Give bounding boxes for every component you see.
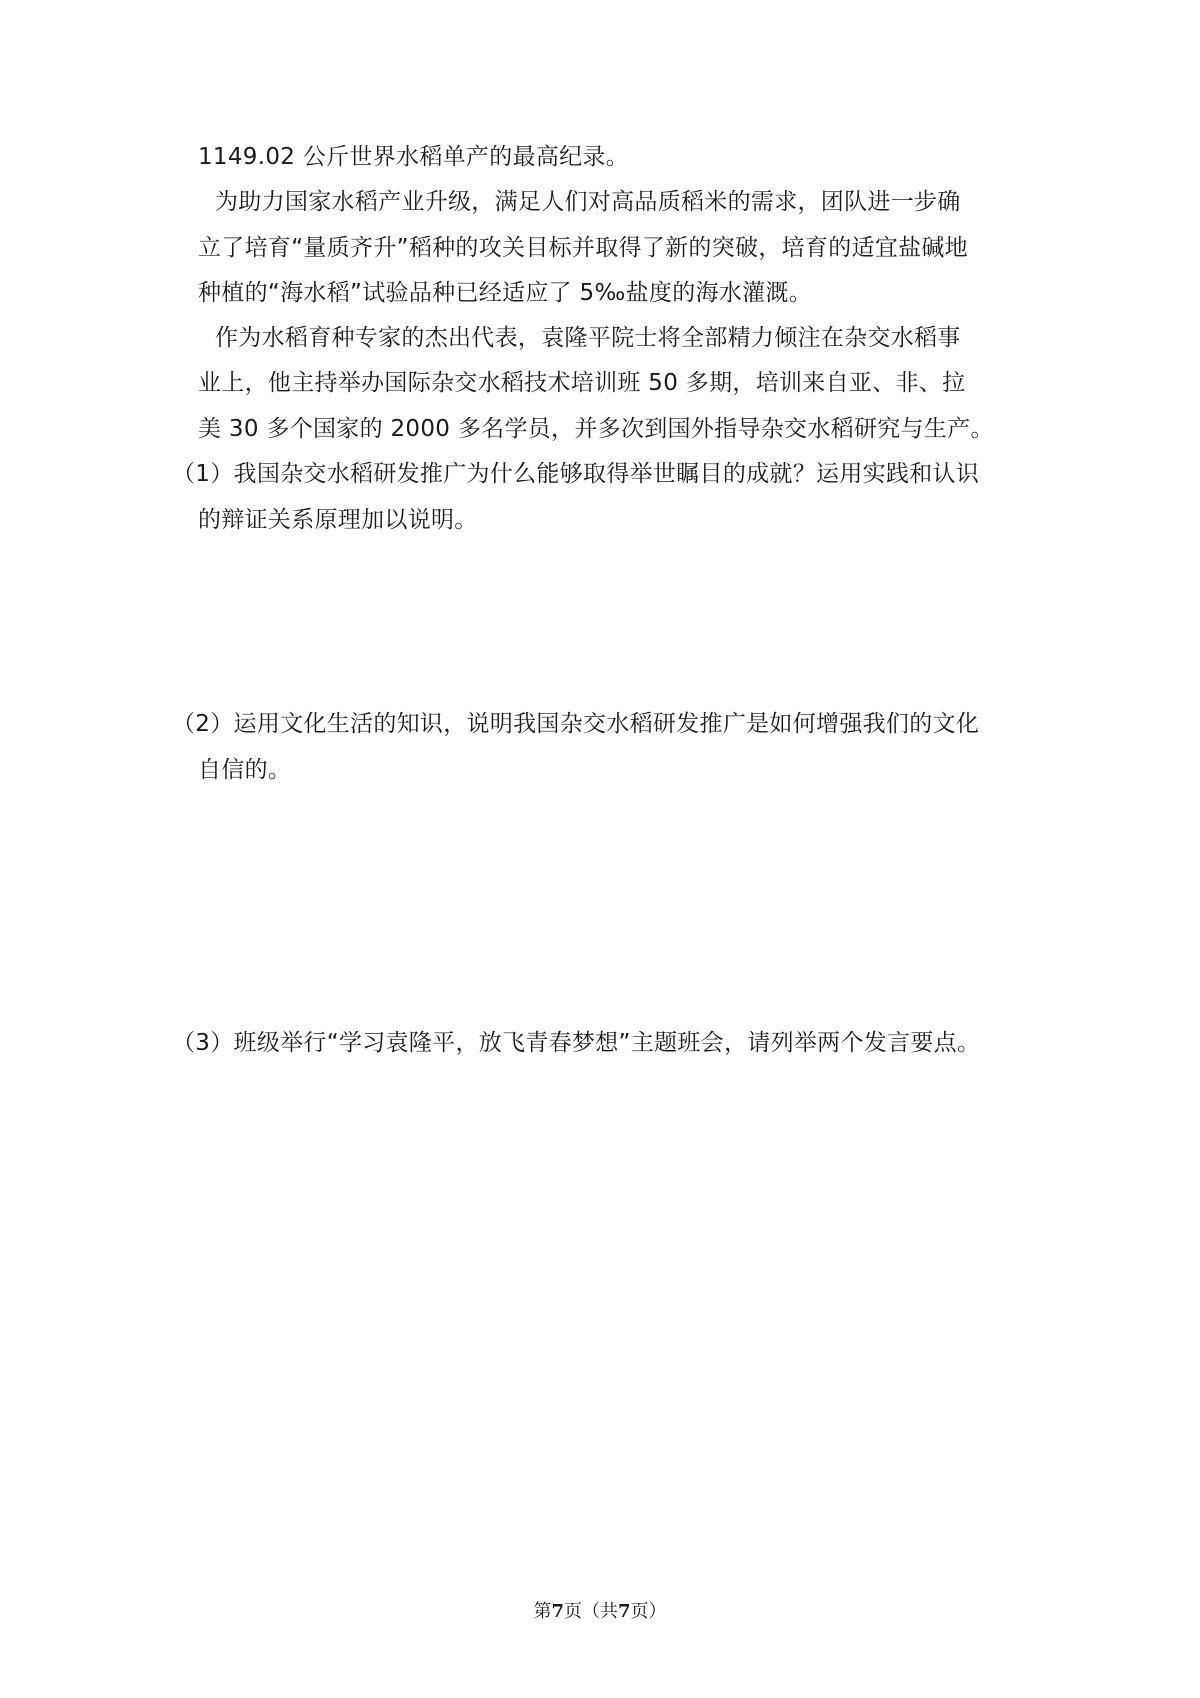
passage-line-1: 1149.02 公斤世界水稻单产的最高纪录。 bbox=[198, 144, 630, 170]
passage-line-4: 种植的“海水稻”试验品种已经适应了 5‰盐度的海水灌溉。 bbox=[198, 280, 813, 306]
footer-page-number: 7 bbox=[551, 1601, 564, 1622]
question-1-line-1: （1）我国杂交水稻研发推广为什么能够取得举世瞩目的成就？运用实践和认识 bbox=[172, 461, 980, 487]
question-1-line-2: 的辩证关系原理加以说明。 bbox=[198, 507, 478, 533]
question-2-line-1: （2）运用文化生活的知识，说明我国杂交水稻研发推广是如何增强我们的文化 bbox=[172, 711, 980, 737]
footer-prefix: 第 bbox=[533, 1601, 552, 1622]
footer-suffix: 页） bbox=[630, 1601, 667, 1622]
passage-line-7: 美 30 多个国家的 2000 多名学员，并多次到国外指导杂交水稻研究与生产。 bbox=[198, 416, 994, 442]
question-3-line-1: （3）班级举行“学习袁隆平，放飞青春梦想”主题班会，请列举两个发言要点。 bbox=[172, 1030, 981, 1056]
passage-line-6: 业上，他主持举办国际杂交水稻技术培训班 50 多期，培训来自亚、非、拉 bbox=[198, 370, 966, 396]
footer-middle: 页（共 bbox=[564, 1601, 618, 1622]
passage-line-3: 立了培育“量质齐升”稻种的攻关目标并取得了新的突破，培育的适宜盐碱地 bbox=[198, 235, 969, 261]
passage-line-5: 作为水稻育种专家的杰出代表，袁隆平院士将全部精力倾注在杂交水稻事 bbox=[215, 325, 961, 351]
question-2-line-2: 自信的。 bbox=[198, 757, 292, 783]
passage-line-2: 为助力国家水稻产业升级，满足人们对高品质稻米的需求，团队进一步确 bbox=[215, 189, 961, 215]
page-footer bbox=[0, 1600, 1200, 1624]
footer-total-pages: 7 bbox=[618, 1601, 631, 1622]
